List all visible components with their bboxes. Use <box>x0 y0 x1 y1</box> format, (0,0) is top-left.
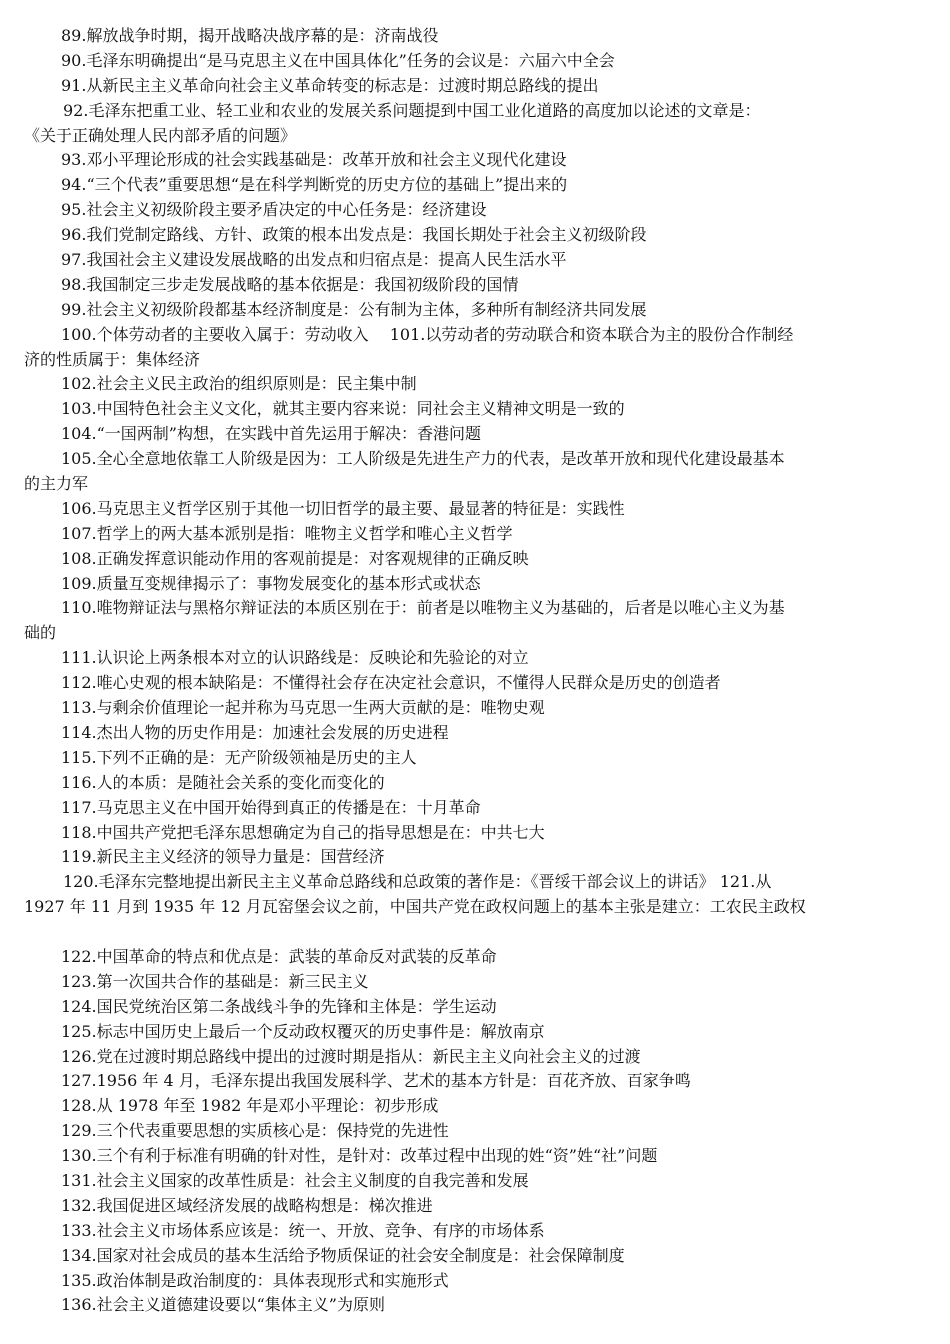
text-line: 128.从 1978 年至 1982 年是邓小平理论：初步形成 <box>61 1096 439 1116</box>
text-line: 132.我国促进区域经济发展的战略构想是：梯次推进 <box>61 1195 433 1215</box>
text-line: 118.中国共产党把毛泽东思想确定为自己的指导思想是在：中共七大 <box>61 822 545 842</box>
blank-line <box>24 920 928 945</box>
text-line: 础的 <box>24 623 57 643</box>
text-line: 136.社会主义道德建设要以“集体主义”为原则 <box>61 1295 385 1315</box>
text-line: 107.哲学上的两大基本派别是指：唯物主义哲学和唯心主义哲学 <box>61 523 513 543</box>
text-line: 116.人的本质：是随社会关系的变化而变化的 <box>61 772 385 792</box>
text-line: 130.三个有利于标准有明确的针对性，是针对：改革过程中出现的姓“资”姓“社”问题 <box>61 1146 658 1166</box>
text-line: 104.“一国两制”构想，在实践中首先运用于解决：香港问题 <box>61 424 481 444</box>
text-line: 123.第一次国共合作的基础是：新三民主义 <box>61 971 369 991</box>
text-line: 112.唯心史观的根本缺陷是：不懂得社会存在决定社会意识，不懂得人民群众是历史的创造者 <box>61 673 721 693</box>
text-line: 《关于正确处理人民内部矛盾的问题》 <box>24 125 297 145</box>
text-line: 124.国民党统治区第二条战线斗争的先锋和主体是：学生运动 <box>61 996 497 1016</box>
text-line: 117.马克思主义在中国开始得到真正的传播是在：十月革命 <box>61 797 481 817</box>
text-line: 的主力军 <box>24 474 89 494</box>
text-line: 127.1956 年 4 月，毛泽东提出我国发展科学、艺术的基本方针是：百花齐放、百家争鸣 <box>61 1071 691 1091</box>
text-line: 133.社会主义市场体系应该是：统一、开放、竞争、有序的市场体系 <box>61 1220 545 1240</box>
text-line: 1927 年 11 月到 1935 年 12 月瓦窑堡会议之前，中国共产党在政权问题上的基本主张是建立：工农民主政权 <box>24 897 806 917</box>
text-line: 99.社会主义初级阶段都基本经济制度是：公有制为主体，多种所有制经济共同发展 <box>61 299 647 319</box>
text-line: 114.杰出人物的历史作用是：加速社会发展的历史进程 <box>61 722 449 742</box>
text-line: 125.标志中国历史上最后一个反动政权覆灭的历史事件是：解放南京 <box>61 1021 545 1041</box>
text-line: 113.与剩余价值理论一起并称为马克思一生两大贡献的是：唯物史观 <box>61 698 545 718</box>
text-line: 89.解放战争时期，揭开战略决战序幕的是：济南战役 <box>61 26 439 45</box>
text-line: 129.三个代表重要思想的实质核心是：保持党的先进性 <box>61 1121 449 1141</box>
text-line: 94.“三个代表”重要思想“是在科学判断党的历史方位的基础上”提出来的 <box>61 175 568 195</box>
text-line: 134.国家对社会成员的基本生活给予物质保证的社会安全制度是：社会保障制度 <box>61 1245 625 1265</box>
text-line: 96.我们党制定路线、方针、政策的根本出发点是：我国长期处于社会主义初级阶段 <box>61 225 647 245</box>
text-line: 105.全心全意地依靠工人阶级是因为：工人阶级是先进生产力的代表，是改革开放和现代化建设最基本 <box>61 449 785 469</box>
text-line: 97.我国社会主义建设发展战略的出发点和归宿点是：提高人民生活水平 <box>61 250 567 270</box>
text-line: 93.邓小平理论形成的社会实践基础是：改革开放和社会主义现代化建设 <box>61 150 567 170</box>
text-line: 115.下列不正确的是：无产阶级领袖是历史的主人 <box>61 747 417 767</box>
text-line: 122.中国革命的特点和优点是：武装的革命反对武装的反革命 <box>61 946 497 966</box>
text-line: 100.个体劳动者的主要收入属于：劳动收入 101.以劳动者的劳动联合和资本联合为主的股份合作制经 <box>61 324 794 344</box>
text-line: 110.唯物辩证法与黑格尔辩证法的本质区别在于：前者是以唯物主义为基础的，后者是以唯心主义为基 <box>61 598 785 618</box>
text-line: 90.毛泽东明确提出“是马克思主义在中国具体化”任务的会议是：六届六中全会 <box>61 50 615 70</box>
text-line: 119.新民主主义经济的领导力量是：国营经济 <box>61 847 385 867</box>
text-line: 103.中国特色社会主义文化，就其主要内容来说：同社会主义精神文明是一致的 <box>61 399 625 419</box>
text-line: 126.党在过渡时期总路线中提出的过渡时期是指从：新民主主义向社会主义的过渡 <box>61 1046 641 1066</box>
text-line: 111.认识论上两条根本对立的认识路线是：反映论和先验论的对立 <box>61 648 529 668</box>
text-line: 135.政治体制是政治制度的：具体表现形式和实施形式 <box>61 1270 449 1290</box>
text-line: 95.社会主义初级阶段主要矛盾决定的中心任务是：经济建设 <box>61 200 487 220</box>
text-line: 131.社会主义国家的改革性质是：社会主义制度的自我完善和发展 <box>61 1170 529 1190</box>
text-line: 98.我国制定三步走发展战略的基本依据是：我国初级阶段的国情 <box>61 274 519 294</box>
text-line: 102.社会主义民主政治的组织原则是：民主集中制 <box>61 374 417 394</box>
text-line: 120.毛泽东完整地提出新民主主义革命总路线和总政策的著作是：《晋绥干部会议上的讲话》 121.从 <box>63 872 772 892</box>
text-line: 109.质量互变规律揭示了：事物发展变化的基本形式或状态 <box>61 573 481 593</box>
text-line: 106.马克思主义哲学区别于其他一切旧哲学的最主要、最显著的特征是：实践性 <box>61 498 625 518</box>
text-line: 济的性质属于：集体经济 <box>24 349 201 369</box>
text-line: 108.正确发挥意识能动作用的客观前提是：对客观规律的正确反映 <box>61 548 529 568</box>
text-line: 92.毛泽东把重工业、轻工业和农业的发展关系问题提到中国工业化道路的高度加以论述的文章是： <box>63 100 761 120</box>
text-line: 91.从新民主主义革命向社会主义革命转变的标志是：过渡时期总路线的提出 <box>61 75 599 95</box>
